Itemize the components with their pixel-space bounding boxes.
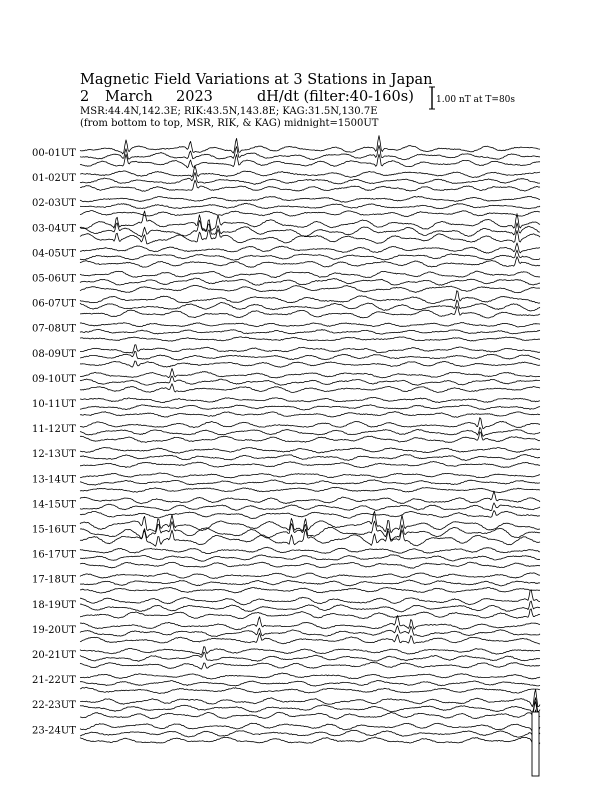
trace-rik-20-21UT: [80, 652, 540, 661]
trace-kag-06-07UT: [80, 291, 540, 304]
trace-kag-12-13UT: [80, 448, 540, 454]
trace-rik-07-08UT: [80, 330, 540, 335]
trace-msr-16-17UT: [80, 562, 540, 568]
date-month: March: [105, 89, 153, 105]
trace-rik-12-13UT: [80, 455, 540, 461]
date-day: 2: [80, 89, 90, 105]
trace-kag-13-14UT: [80, 473, 540, 478]
trace-kag-01-02UT: [80, 166, 540, 178]
trace-kag-10-11UT: [80, 397, 540, 402]
trace-rik-14-15UT: [80, 503, 540, 511]
hour-label: 19-20UT: [32, 624, 76, 636]
trace-msr-03-04UT: [80, 230, 540, 244]
hour-label: 05-06UT: [32, 273, 76, 285]
trace-kag-02-03UT: [80, 196, 540, 202]
hour-label: 10-11UT: [32, 399, 76, 410]
hour-label: 13-14UT: [32, 474, 76, 486]
trace-rik-00-01UT: [80, 145, 540, 159]
trace-kag-21-22UT: [80, 673, 540, 679]
trace-msr-12-13UT: [80, 461, 540, 467]
trace-kag-23-24UT: [80, 710, 540, 732]
trace-msr-18-19UT: [80, 609, 540, 619]
hour-label: 01-02UT: [32, 173, 76, 185]
hour-label: 09-10UT: [32, 373, 76, 385]
quantity-filter-label: dH/dt (filter:40-160s): [257, 89, 414, 105]
clipped-excursion-mark: [532, 712, 539, 776]
hour-label: 15-16UT: [32, 524, 76, 536]
trace-msr-14-15UT: [80, 511, 540, 519]
trace-kag-03-04UT: [80, 211, 540, 231]
scale-bar-label: 1.00 nT at T=80s: [436, 95, 516, 105]
trace-kag-17-18UT: [80, 573, 540, 579]
trace-rik-09-10UT: [80, 376, 540, 385]
trace-msr-23-24UT: [80, 728, 540, 745]
hour-label: 21-22UT: [32, 675, 76, 687]
hour-label: 12-13UT: [32, 449, 76, 461]
trace-msr-15-16UT: [80, 529, 540, 546]
chart-title: Magnetic Field Variations at 3 Stations in Japan: [80, 72, 433, 88]
trace-msr-13-14UT: [80, 487, 540, 492]
trace-rik-17-18UT: [80, 580, 540, 586]
hour-label: 17-18UT: [32, 574, 76, 586]
trace-rik-13-14UT: [80, 480, 540, 485]
trace-kag-04-05UT: [80, 243, 540, 253]
hour-label: 20-21UT: [32, 650, 76, 661]
trace-rik-16-17UT: [80, 555, 540, 561]
hour-label: 22-23UT: [32, 700, 76, 712]
hour-label: 14-15UT: [32, 499, 76, 511]
hour-label: 03-04UT: [32, 223, 76, 235]
trace-msr-20-21UT: [80, 662, 540, 669]
hour-label: 02-03UT: [32, 198, 76, 210]
hour-label: 07-08UT: [32, 323, 76, 335]
trace-msr-07-08UT: [80, 337, 540, 342]
trace-kag-14-15UT: [80, 491, 540, 504]
trace-kag-09-10UT: [80, 369, 540, 379]
trace-kag-00-01UT: [80, 136, 540, 154]
hour-label: 23-24UT: [32, 725, 76, 737]
trace-rik-21-22UT: [80, 681, 540, 687]
trace-group: [80, 136, 540, 776]
trace-rik-11-12UT: [80, 427, 540, 436]
trace-rik-02-03UT: [80, 203, 540, 209]
trace-rik-06-07UT: [80, 300, 540, 311]
trace-rik-03-04UT: [80, 220, 540, 237]
trace-kag-19-20UT: [80, 616, 540, 630]
trace-kag-05-06UT: [80, 271, 540, 278]
trace-rik-05-06UT: [80, 278, 540, 285]
trace-kag-18-19UT: [80, 590, 540, 605]
trace-kag-07-08UT: [80, 323, 540, 328]
hour-label: 06-07UT: [32, 298, 76, 310]
trace-rik-04-05UT: [80, 250, 540, 260]
trace-order-note: (from bottom to top, MSR, RIK, & KAG) midnight=1500UT: [80, 118, 379, 129]
trace-rik-10-11UT: [80, 405, 540, 410]
trace-rik-08-09UT: [80, 351, 540, 360]
trace-kag-11-12UT: [80, 418, 540, 429]
trace-msr-17-18UT: [80, 587, 540, 593]
hour-label: 00-01UT: [32, 148, 76, 159]
trace-msr-06-07UT: [80, 307, 540, 319]
hour-label-group: [32, 148, 76, 736]
hour-label: 08-09UT: [32, 348, 76, 360]
station-coordinates: MSR:44.4N,142.3E; RIK:43.5N,143.8E; KAG:31.5N,130.7E: [80, 106, 378, 117]
hour-label: 16-17UT: [32, 549, 76, 561]
trace-kag-16-17UT: [80, 547, 540, 554]
hour-label: 04-05UT: [32, 248, 76, 260]
trace-msr-08-09UT: [80, 361, 540, 367]
trace-msr-02-03UT: [80, 211, 540, 217]
hour-label: 18-19UT: [32, 599, 76, 611]
trace-rik-18-19UT: [80, 601, 540, 612]
trace-msr-04-05UT: [80, 257, 540, 268]
date-year: 2023: [176, 89, 213, 105]
trace-msr-21-22UT: [80, 687, 540, 693]
trace-kag-08-09UT: [80, 345, 540, 353]
trace-kag-20-21UT: [80, 647, 540, 655]
trace-msr-05-06UT: [80, 285, 540, 292]
trace-msr-10-11UT: [80, 412, 540, 418]
hour-label: 11-12UT: [32, 424, 76, 436]
